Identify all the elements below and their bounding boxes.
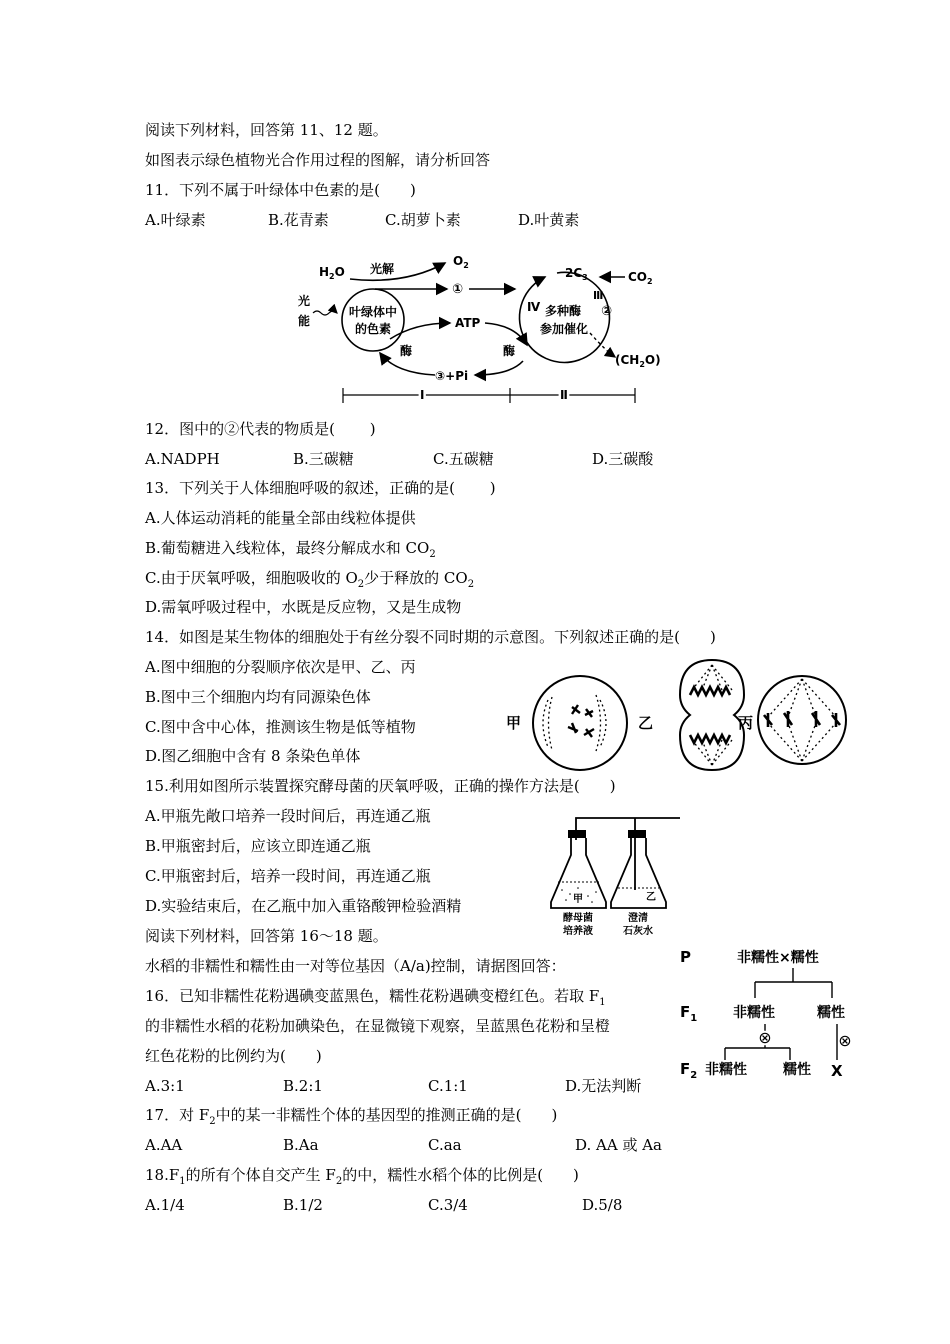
cross-x-label: X	[831, 1062, 843, 1080]
pi-arrow	[475, 361, 523, 375]
cross-f2-nonwaxy: 非糯性	[705, 1062, 747, 1078]
light-wave	[313, 311, 337, 315]
cell-label-jia: 甲	[506, 714, 522, 732]
q11-stem: 11．下列不属于叶绿体中色素的是( )	[145, 181, 416, 199]
q17-option-b: B.Aa	[283, 1136, 319, 1154]
cross-f2-label: $F_2$	[680, 1060, 698, 1081]
q12-option-b: B.三碳糖	[293, 450, 354, 468]
pigment-label-2: 的色素	[354, 322, 392, 336]
flask-yi	[611, 838, 666, 908]
stopper-1	[568, 830, 586, 838]
multi-enzyme-label-2: 参加催化	[540, 322, 589, 336]
q15-option-a: A.甲瓶先敞口培养一段时间后，再连通乙瓶	[145, 807, 431, 825]
intro-line-2: 如图表示绿色植物光合作用过程的图解，请分析回答	[145, 151, 491, 169]
cell-bing	[758, 676, 846, 764]
q15-option-d: D.实验结束后，在乙瓶中加入重铬酸钾检验酒精	[145, 897, 462, 915]
cross-f2-waxy: 糯性	[783, 1062, 811, 1078]
photosynthesis-diagram	[295, 245, 661, 415]
self-icon-right: ⊗	[838, 1031, 852, 1050]
q18-option-b: B.1/2	[283, 1196, 323, 1214]
q12-option-d: D.三碳酸	[592, 450, 654, 468]
genetic-cross-diagram	[675, 942, 870, 1082]
light-label-1: 光	[298, 294, 311, 308]
q14-option-b: B.图中三个细胞内均有同源染色体	[145, 688, 371, 706]
q13-option-a: A.人体运动消耗的能量全部由线粒体提供	[145, 509, 416, 527]
cross-f1-nonwaxy: 非糯性	[733, 1005, 775, 1021]
flask-jia-label: 甲	[573, 894, 583, 905]
q14-option-d: D.图乙细胞中含有 8 条染色单体	[145, 747, 361, 765]
flask-yi-caption-1: 澄清	[628, 913, 648, 924]
multi-enzyme-label-1: 多种酶	[545, 304, 582, 318]
cell-label-yi: 乙	[638, 714, 654, 732]
pigment-circle	[342, 289, 404, 351]
q18-stem: $18.F_1$的所有个体自交产生 $F_2$的中，糯性水稻个体的比例是( )	[145, 1166, 579, 1187]
mitosis-figure	[500, 655, 845, 775]
cell-jia	[533, 676, 627, 770]
q14-option-c: C.图中含中心体，推测该生物是低等植物	[145, 718, 416, 736]
cell-label-bing: 丙	[738, 714, 754, 732]
circle-1-label: ①	[452, 282, 464, 297]
q13-option-c: C.由于厌氧呼吸，细胞吸收的 $O_2$少于释放的 $CO_2$	[145, 569, 475, 590]
intro-line-4: 水稻的非糯性和糯性由一对等位基因（A/a)控制，请据图回答：	[145, 957, 566, 975]
self-icon-left: ⊗	[758, 1028, 772, 1047]
flask-jia-caption-2: 培养液	[563, 926, 593, 937]
stopper-2	[628, 830, 646, 838]
o2-label: $O_2$	[453, 254, 469, 270]
pigment-label-1: 叶绿体中	[348, 305, 398, 319]
pi-label: ③+Pi	[435, 369, 469, 383]
enzyme-label-right: 酶	[503, 344, 516, 358]
o2-arrow	[350, 263, 445, 280]
cross-f1-waxy: 糯性	[817, 1005, 845, 1021]
q16-option-b: B.2:1	[283, 1077, 323, 1095]
co2-label: $CO_2$	[628, 270, 653, 286]
q14-stem: 14．如图是某生物体的细胞处于有丝分裂不同时期的示意图。下列叙述正确的是( )	[145, 628, 716, 646]
q17-stem: 17．对 $F_2$中的某一非糯性个体的基因型的推测正确的是( )	[145, 1106, 558, 1127]
q16-option-d: D.无法判断	[565, 1077, 642, 1095]
q13-stem: 13．下列关于人体细胞呼吸的叙述，正确的是( )	[145, 479, 496, 497]
q16-option-a: A.3:1	[145, 1077, 185, 1095]
q16-line-1: 16．已知非糯性花粉遇碘变蓝黑色，糯性花粉遇碘变橙红色。若取 $F_1$	[145, 987, 606, 1008]
q13-option-b: B.葡萄糖进入线粒体，最终分解成水和 $CO_2$	[145, 539, 436, 560]
q14-option-a: A.图中细胞的分裂顺序依次是甲、乙、丙	[145, 658, 416, 676]
flask-yi-caption-2: 石灰水	[623, 926, 653, 937]
photolysis-label: 光解	[370, 262, 395, 276]
q12-stem: 12．图中的②代表的物质是( )	[145, 420, 376, 438]
q11-option-c: C.胡萝卜素	[385, 211, 461, 229]
q18-option-c: C.3/4	[428, 1196, 468, 1214]
ch2o-arrow	[590, 333, 615, 357]
q12-option-c: C.五碳糖	[433, 450, 494, 468]
c3-label: $2C_3$	[565, 266, 588, 282]
light-label-2: 能	[298, 314, 311, 328]
q16-line-2: 的非糯性水稻的花粉加碘染色，在显微镜下观察，呈蓝黑色花粉和呈橙	[145, 1017, 611, 1035]
q16-line-3: 红色花粉的比例约为( )	[145, 1047, 322, 1065]
h2o-label: $H_2O$	[319, 265, 345, 281]
q18-option-d: D.5/8	[582, 1196, 623, 1214]
q15-option-c: C.甲瓶密封后，培养一段时间，再连通乙瓶	[145, 867, 431, 885]
circle-2-label: ②	[601, 304, 613, 319]
q17-option-c: C.aa	[428, 1136, 462, 1154]
q11-option-a: A.叶绿素	[145, 211, 206, 229]
enzyme-label-left: 酶	[400, 344, 413, 358]
stage-1-label: Ⅰ	[420, 388, 425, 402]
flask-apparatus	[548, 810, 688, 940]
q11-option-d: D.叶黄素	[518, 211, 580, 229]
roman-4-label: Ⅳ	[527, 300, 541, 314]
ch2o-label: $(CH_2O)$	[615, 353, 661, 369]
q11-option-b: B.花青素	[268, 211, 329, 229]
q17-option-a: A.AA	[145, 1136, 183, 1154]
cross-parents: 非糯性×糯性	[737, 950, 819, 966]
intro-line-1: 阅读下列材料，回答第 11、12 题。	[145, 121, 388, 139]
roman-3-label: Ⅲ	[593, 289, 604, 302]
cell-yi	[680, 660, 744, 770]
cross-f1-label: $F_1$	[680, 1003, 698, 1024]
flask-yi-label: 乙	[646, 892, 656, 903]
q18-option-a: A.1/4	[145, 1196, 185, 1214]
q15-stem: 15.利用如图所示装置探究酵母菌的厌氧呼吸，正确的操作方法是( )	[145, 777, 616, 795]
intro-line-3: 阅读下列材料，回答第 16～18 题。	[145, 927, 388, 945]
atp-label: ATP	[455, 316, 481, 330]
q16-option-c: C.1:1	[428, 1077, 468, 1095]
cross-p-label: P	[680, 948, 691, 966]
q12-option-a: A.NADPH	[145, 450, 220, 468]
stage-2-label: Ⅱ	[560, 388, 568, 402]
q17-option-d: D. AA 或 Aa	[575, 1136, 663, 1154]
q15-option-b: B.甲瓶密封后，应该立即连通乙瓶	[145, 837, 371, 855]
q13-option-d: D.需氧呼吸过程中，水既是反应物，又是生成物	[145, 598, 462, 616]
flask-jia-caption-1: 酵母菌	[563, 913, 593, 924]
